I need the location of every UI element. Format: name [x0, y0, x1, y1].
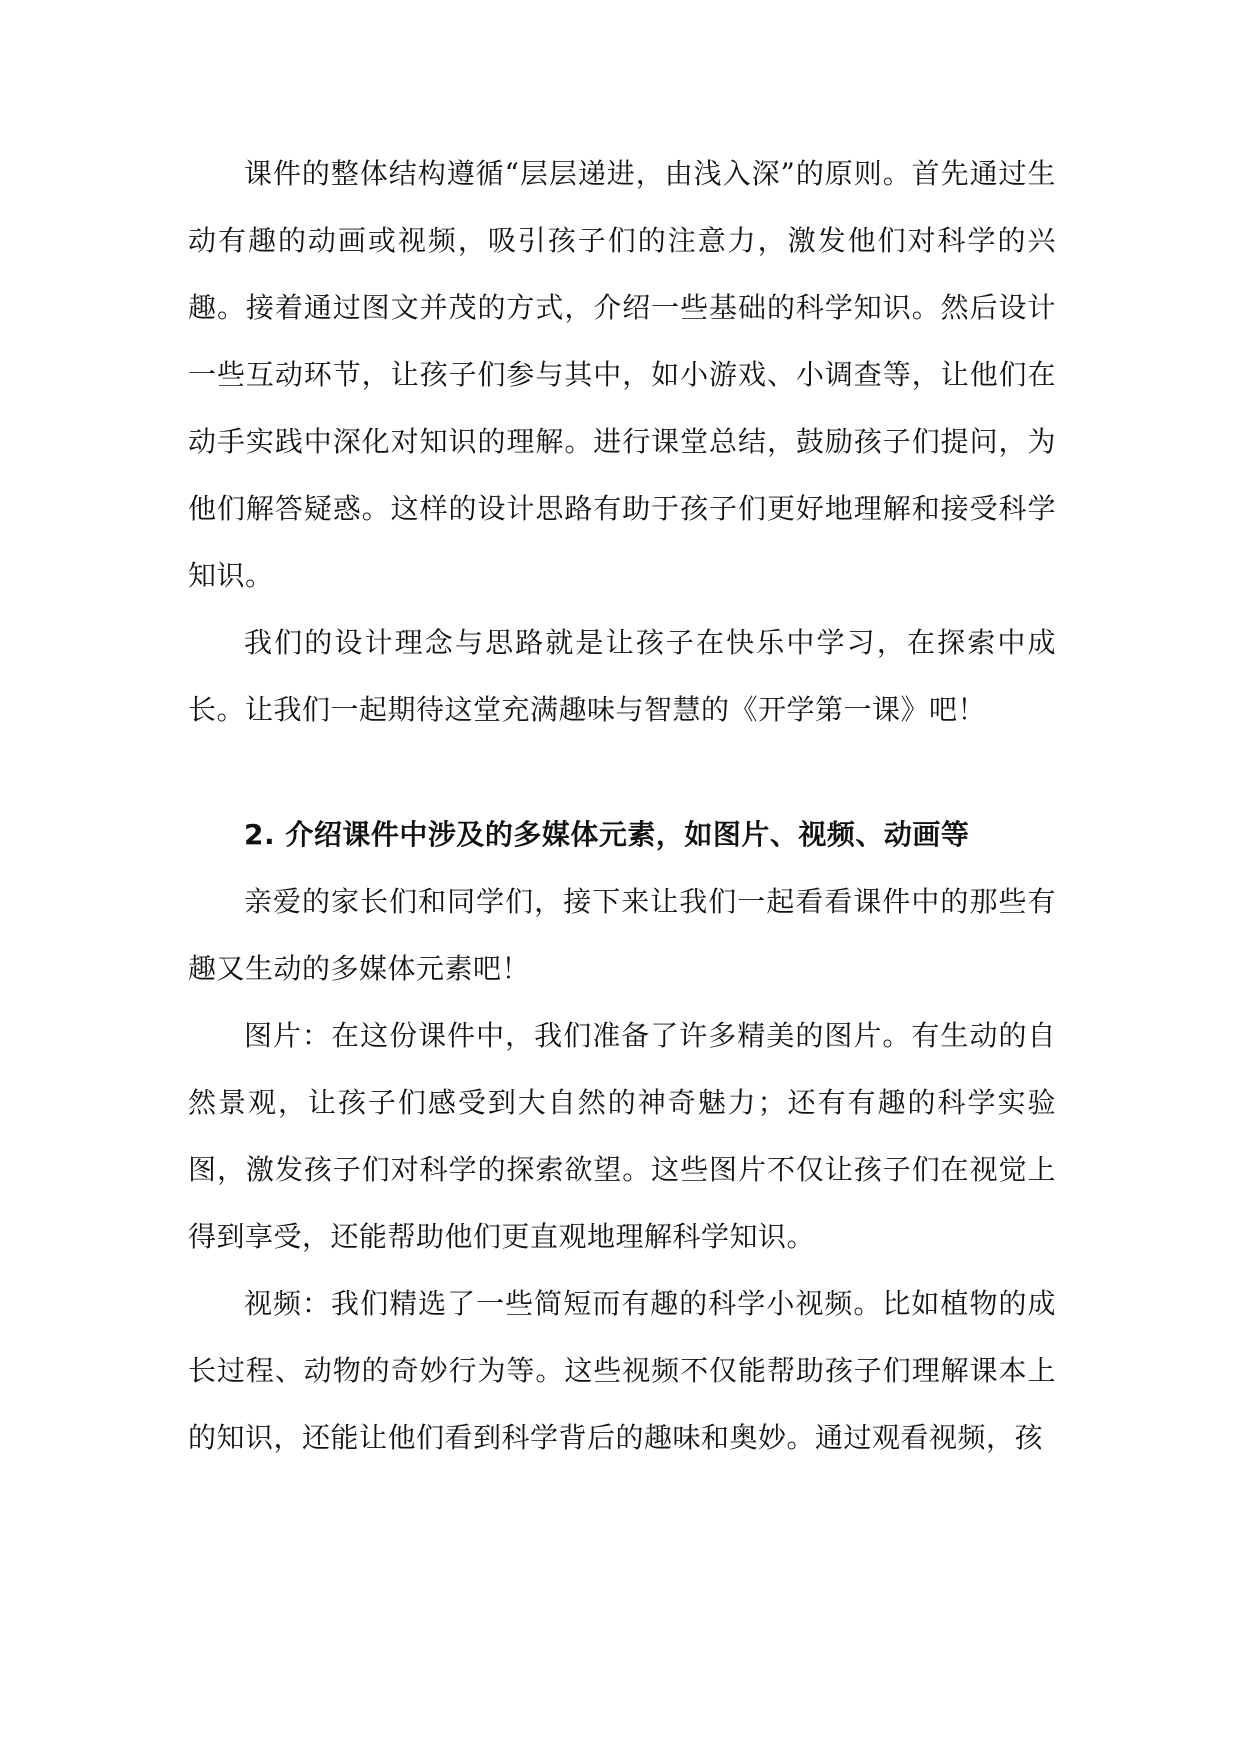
paragraph-images: 图片：在这份课件中，我们准备了许多精美的图片。有生动的自然景观，让孩子们感受到大自然的神奇魅力；还有有趣的科学实验图，激发孩子们对科学的探索欲望。这些图片不仅让孩子们在视觉上得到享受，还能帮助他们更直观地理解科学知识。	[188, 1019, 1056, 1253]
paragraph-course-structure: 课件的整体结构遵循“层层递进，由浅入深”的原则。首先通过生动有趣的动画或视频，吸引孩子们的注意力，激发他们对科学的兴趣。接着通过图文并茂的方式，介绍一些基础的科学知识。然后设计一些互动环节，让孩子们参与其中，如小游戏、小调查等，让他们在动手实践中深化对知识的理解。进行课堂总结，鼓励孩子们提问，为他们解答疑惑。这样的设计思路有助于孩子们更好地理解和接受科学知识。	[188, 157, 1056, 592]
section-heading-multimedia: 2. 介绍课件中涉及的多媒体元素，如图片、视频、动画等	[244, 818, 970, 851]
paragraph-multimedia-intro: 亲爱的家长们和同学们，接下来让我们一起看看课件中的那些有趣又生动的多媒体元素吧！	[188, 885, 1056, 985]
document-body	[188, 140, 1056, 1471]
paragraph-videos: 视频：我们精选了一些简短而有趣的科学小视频。比如植物的成长过程、动物的奇妙行为等。这些视频不仅能帮助孩子们理解课本上的知识，还能让他们看到科学背后的趣味和奥妙。通过观看视频，孩	[188, 1287, 1056, 1454]
paragraph-design-philosophy: 我们的设计理念与思路就是让孩子在快乐中学习，在探索中成长。让我们一起期待这堂充满趣味与智慧的《开学第一课》吧！	[188, 626, 1056, 726]
